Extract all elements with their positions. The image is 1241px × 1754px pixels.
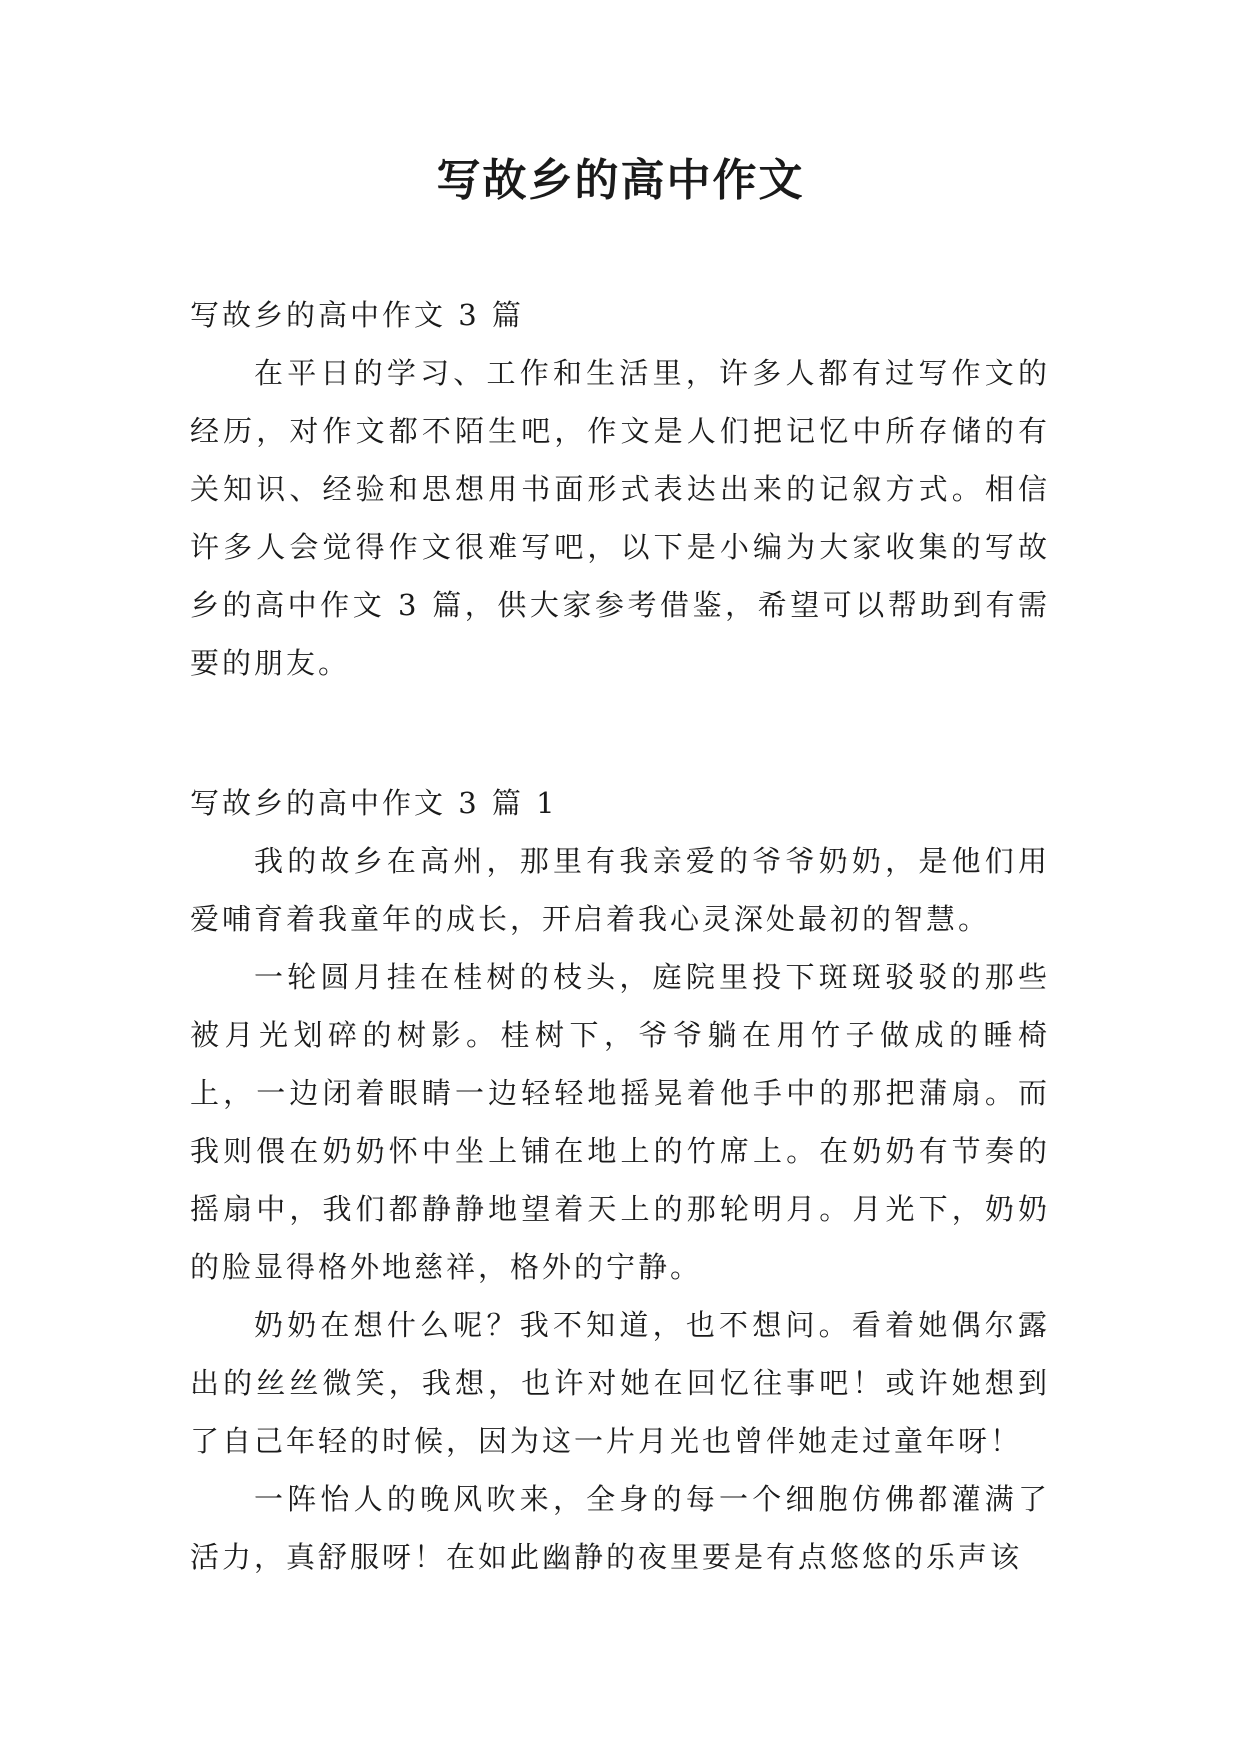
essay1-heading: 写故乡的高中作文 3 篇 1 <box>190 786 558 820</box>
page-title: 写故乡的高中作文 <box>436 155 805 206</box>
section-heading: 写故乡的高中作文 3 篇 <box>190 298 524 332</box>
document-body <box>190 286 1050 1586</box>
essay1-paragraph: 一阵怡人的晚风吹来，全身的每一个细胞仿佛都灌满了活力，真舒服呀！在如此幽静的夜里要是有点悠悠的乐声该 <box>190 1482 1050 1574</box>
section-spacer <box>190 692 1050 774</box>
essay1-paragraph: 我的故乡在高州，那里有我亲爱的爷爷奶奶，是他们用爱哺育着我童年的成长，开启着我心灵深处最初的智慧。 <box>190 844 1050 936</box>
intro-paragraph: 在平日的学习、工作和生活里，许多人都有过写作文的经历，对作文都不陌生吧，作文是人们把记忆中所存储的有关知识、经验和思想用书面形式表达出来的记叙方式。相信许多人会觉得作文很难写吧，以下是小编为大家收集的写故乡的高中作文 3 篇，供大家参考借鉴，希望可以帮助到有需要的朋友。 <box>190 356 1050 680</box>
essay1-paragraph: 奶奶在想什么呢？我不知道，也不想问。看着她偶尔露出的丝丝微笑，我想，也许对她在回忆往事吧！或许她想到了自己年轻的时候，因为这一片月光也曾伴她走过童年呀！ <box>190 1308 1050 1458</box>
essay1-paragraph: 一轮圆月挂在桂树的枝头，庭院里投下斑斑驳驳的那些被月光划碎的树影。桂树下，爷爷躺在用竹子做成的睡椅上，一边闭着眼睛一边轻轻地摇晃着他手中的那把蒲扇。而我则偎在奶奶怀中坐上铺在地上的竹席上。在奶奶有节奏的摇扇中，我们都静静地望着天上的那轮明月。月光下，奶奶的脸显得格外地慈祥，格外的宁静。 <box>190 960 1050 1284</box>
